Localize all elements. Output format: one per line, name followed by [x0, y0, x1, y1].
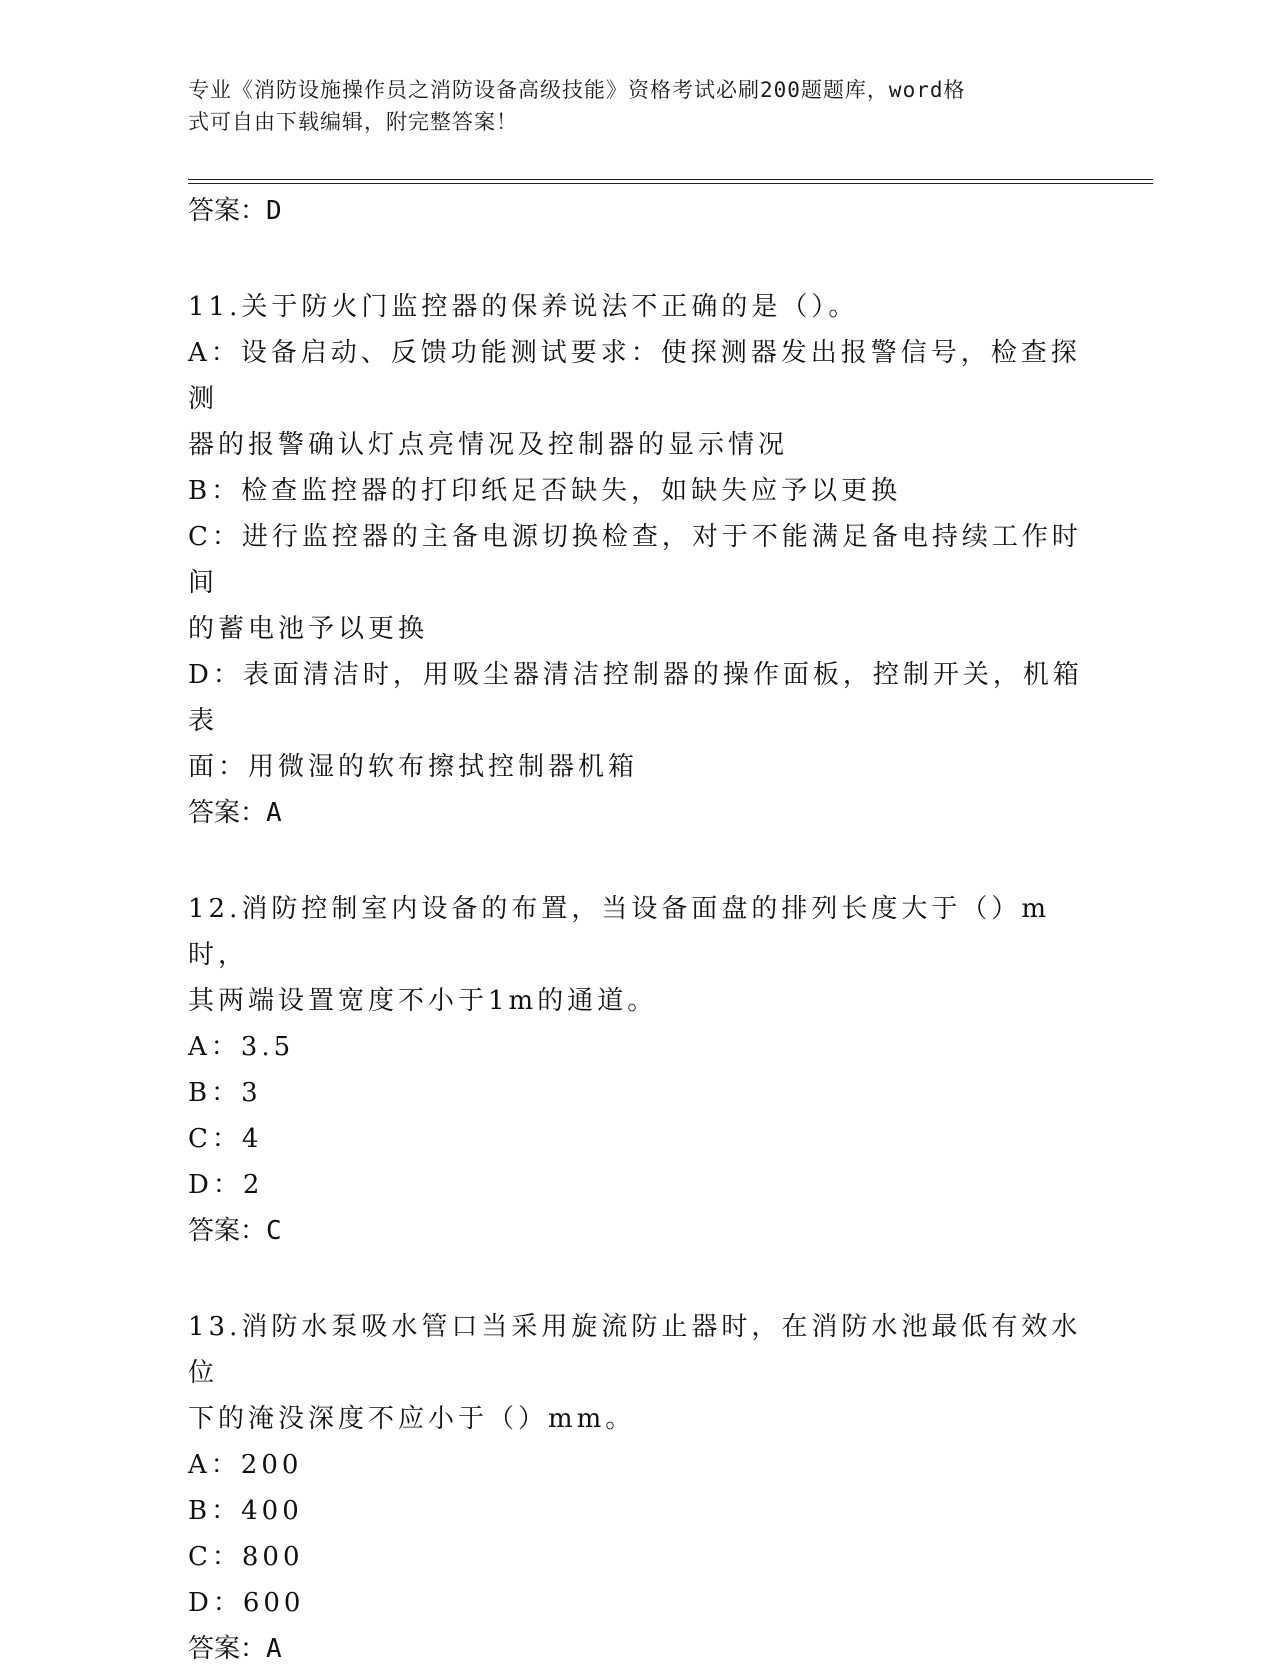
option-c: C：进行监控器的主备电源切换检查，对于不能满足备电持续工作时间: [188, 522, 1082, 598]
answer-value: D: [266, 196, 282, 226]
option-b: B：3: [188, 1078, 262, 1108]
answer-line: [188, 1208, 1088, 1254]
question-11: [188, 284, 1088, 836]
option-a: A：设备启动、反馈功能测试要求：使探测器发出报警信号，检查探测: [188, 338, 1081, 414]
answer-value: A: [266, 798, 282, 828]
answer-line: [188, 188, 1088, 234]
option-d: D：600: [188, 1588, 305, 1618]
question-list: [188, 188, 1088, 1672]
option-b: B：400: [188, 1496, 303, 1526]
question-stem: 12.消防控制室内设备的布置，当设备面盘的排列长度大于（）m时，: [188, 894, 1051, 970]
answer-line: [188, 1626, 1088, 1672]
header-line-2: 式可自由下载编辑，附完整答案！: [188, 110, 518, 134]
option-c: C：4: [188, 1124, 263, 1154]
option-a: A：200: [188, 1450, 303, 1480]
answer-line: [188, 790, 1088, 836]
answer-value: A: [266, 1634, 282, 1664]
question-stem-cont: 其两端设置宽度不小于1m的通道。: [188, 986, 658, 1016]
question-13: [188, 1304, 1088, 1672]
option-a-cont: 器的报警确认灯点亮情况及控制器的显示情况: [188, 430, 789, 460]
option-c-cont: 的蓄电池予以更换: [188, 614, 429, 644]
question-12: [188, 886, 1088, 1254]
question-stem: 11.关于防火门监控器的保养说法不正确的是（）。: [188, 292, 859, 322]
header-line-1: 专业《消防设施操作员之消防设备高级技能》资格考试必刷200题题库，word格: [188, 78, 966, 102]
question-stem: 13.消防水泵吸水管口当采用旋流防止器时，在消防水池最低有效水位: [188, 1312, 1082, 1388]
option-d-cont: 面：用微湿的软布擦拭控制器机箱: [188, 752, 639, 782]
answer-label: 答案：: [188, 1634, 267, 1664]
option-c: C：800: [188, 1542, 304, 1572]
answer-label: 答案：: [188, 798, 267, 828]
option-d: D：2: [188, 1170, 264, 1200]
answer-label: 答案：: [188, 196, 267, 226]
answer-label: 答案：: [188, 1216, 267, 1246]
header-divider: [188, 179, 1153, 184]
option-b: B：检查监控器的打印纸足否缺失，如缺失应予以更换: [188, 476, 902, 506]
question-stem-cont: 下的淹没深度不应小于（）mm。: [188, 1404, 636, 1434]
document-header: [188, 74, 1068, 138]
option-a: A：3.5: [188, 1032, 295, 1062]
answer-value: C: [266, 1216, 282, 1246]
option-d: D：表面清洁时，用吸尘器清洁控制器的操作面板，控制开关，机箱表: [188, 660, 1083, 736]
